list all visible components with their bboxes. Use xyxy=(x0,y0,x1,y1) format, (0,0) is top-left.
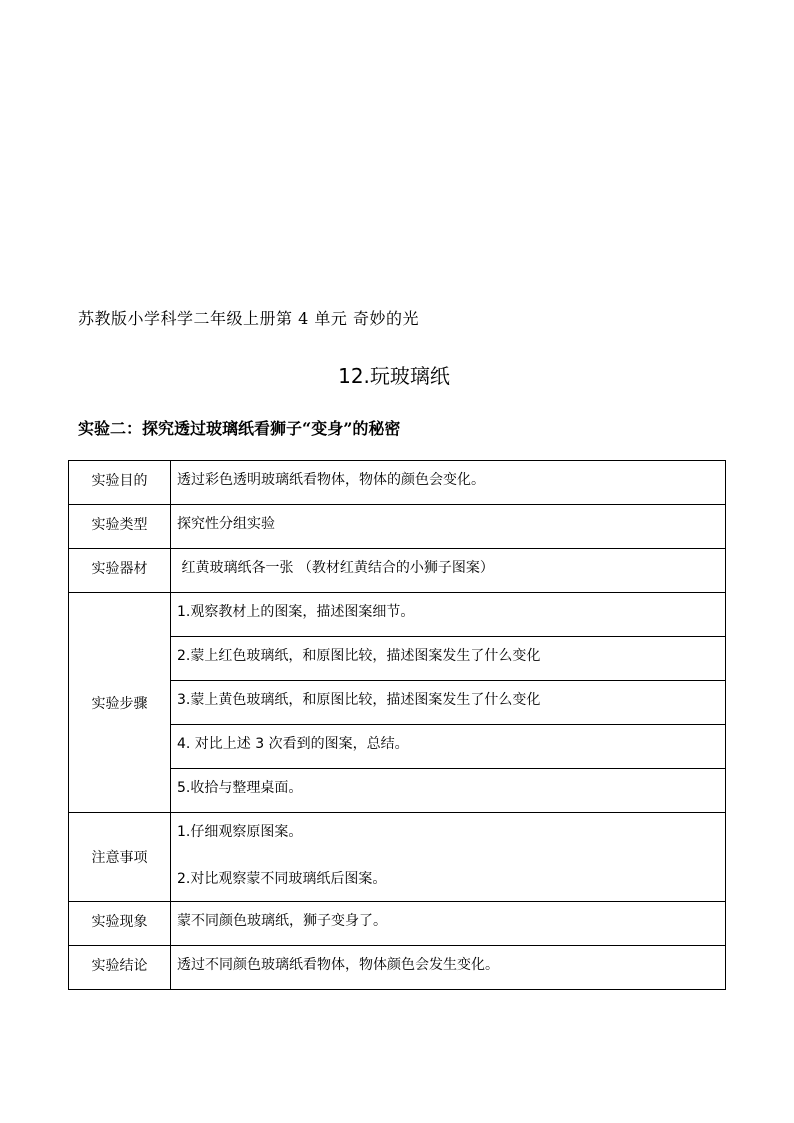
type-label: 实验类型 xyxy=(91,517,148,533)
content-cell xyxy=(171,902,726,946)
experiment-title: 实验二：探究透过玻璃纸看狮子“变身”的秘密 xyxy=(78,419,401,438)
table-row-notes xyxy=(69,813,726,902)
materials-label: 实验器材 xyxy=(91,561,148,577)
content-cell xyxy=(171,461,726,505)
lesson-title xyxy=(0,360,794,389)
phenomenon-value: 蒙不同颜色玻璃纸，狮子变身了。 xyxy=(177,913,387,929)
type-value: 探究性分组实验 xyxy=(177,516,275,532)
note-item: 2.对比观察蒙不同玻璃纸后图案。 xyxy=(177,871,387,887)
step-item: 3.蒙上黄色玻璃纸，和原图比较，描述图案发生了什么变化 xyxy=(177,692,541,708)
materials-value: 红黄玻璃纸各一张 （教材红黄结合的小狮子图案） xyxy=(177,560,494,576)
table-row-materials xyxy=(69,549,726,593)
label-cell xyxy=(69,902,171,946)
purpose-value: 透过彩色透明玻璃纸看物体，物体的颜色会变化。 xyxy=(177,472,485,488)
note-item: 1.仔细观察原图案。 xyxy=(177,824,303,840)
content-cell xyxy=(171,549,726,593)
step-item: 5.收拾与整理桌面。 xyxy=(177,780,303,796)
label-cell xyxy=(69,461,171,505)
label-cell xyxy=(69,549,171,593)
conclusion-value: 透过不同颜色玻璃纸看物体，物体颜色会发生变化。 xyxy=(177,957,499,973)
steps-label: 实验步骤 xyxy=(91,695,148,712)
label-cell xyxy=(69,593,171,813)
content-cell xyxy=(171,813,726,902)
course-line: 苏教版小学科学二年级上册第 4 单元 奇妙的光 xyxy=(78,309,419,328)
phenomenon-label: 实验现象 xyxy=(91,914,148,930)
content-cell xyxy=(171,769,726,813)
table-row-type xyxy=(69,505,726,549)
content-cell xyxy=(171,637,726,681)
table-row-conclusion xyxy=(69,946,726,990)
label-cell xyxy=(69,505,171,549)
table-row-purpose xyxy=(69,461,726,505)
label-cell xyxy=(69,946,171,990)
content-cell xyxy=(171,946,726,990)
content-cell xyxy=(171,593,726,637)
step-item: 2.蒙上红色玻璃纸，和原图比较，描述图案发生了什么变化 xyxy=(177,648,541,664)
purpose-label: 实验目的 xyxy=(91,473,148,489)
conclusion-label: 实验结论 xyxy=(91,958,148,974)
table-row-phenomenon xyxy=(69,902,726,946)
lesson-title-text: 12.玩玻璃纸 xyxy=(338,364,450,388)
content-cell xyxy=(171,725,726,769)
step-item: 1.观察教材上的图案，描述图案细节。 xyxy=(177,604,415,620)
label-cell xyxy=(69,813,171,902)
table-row-step-1 xyxy=(69,593,726,637)
content-cell xyxy=(171,505,726,549)
experiment-table xyxy=(68,460,726,990)
notes-label: 注意事项 xyxy=(91,850,148,866)
step-item: 4. 对比上述 3 次看到的图案，总结。 xyxy=(177,736,409,752)
content-cell xyxy=(171,681,726,725)
